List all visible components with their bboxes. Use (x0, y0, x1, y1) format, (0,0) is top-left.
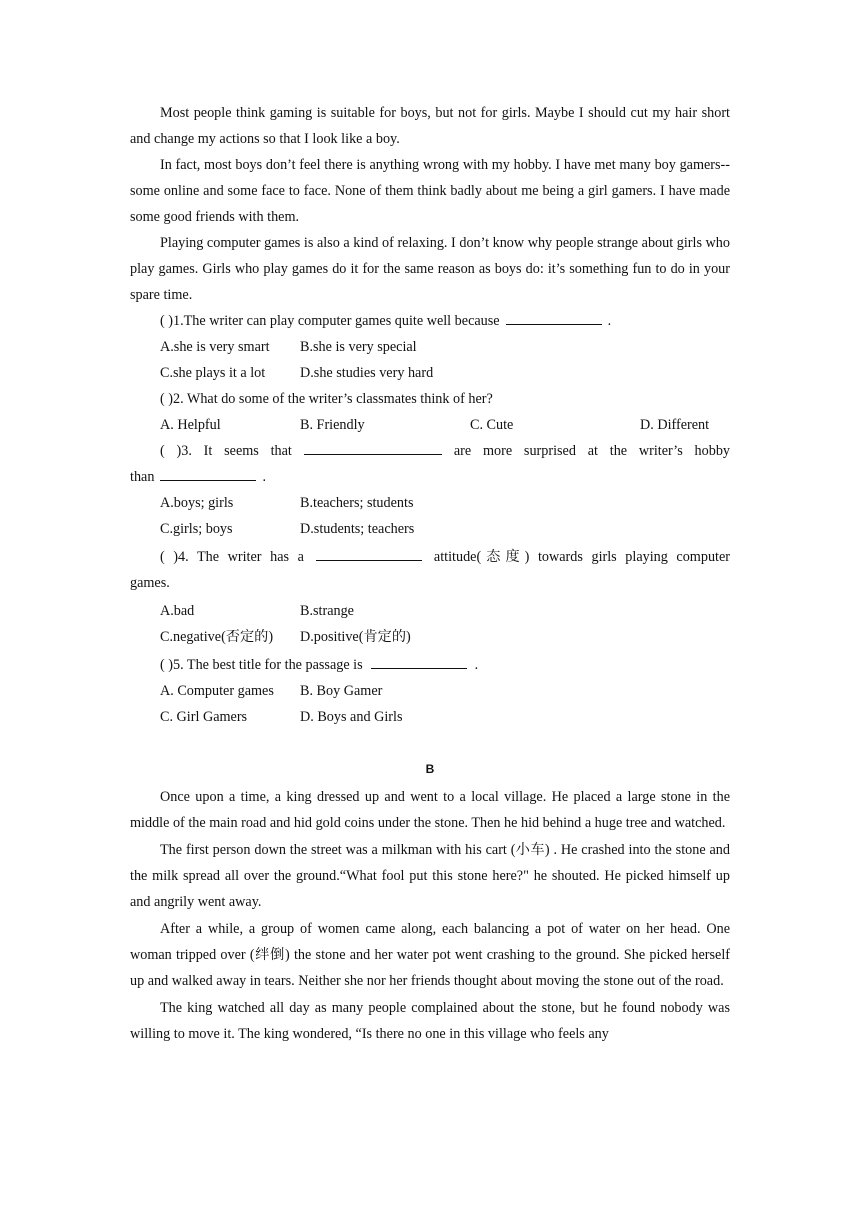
question-4 (130, 544, 730, 570)
document-page (130, 100, 730, 1047)
question-1-option-a: A.she is very smart (160, 339, 270, 355)
question-3-text-middle: are more surprised at the writer’s hobby (453, 443, 731, 459)
question-1-options-row-1 (130, 334, 730, 360)
question-3-option-c: C.girls; boys (160, 521, 233, 537)
question-1-suffix: . (607, 313, 612, 329)
question-3-options-row-2 (130, 516, 730, 542)
question-3-option-a: A.boys; girls (160, 495, 234, 511)
question-3-answer-blank-1[interactable] (304, 440, 442, 455)
question-1-option-d: D.she studies very hard (300, 365, 434, 381)
question-3-option-d: D.students; teachers (300, 521, 415, 537)
question-3-suffix: . (262, 469, 266, 485)
question-5 (130, 652, 730, 678)
question-4-answer-blank[interactable] (316, 546, 422, 561)
passage-b-paragraph-3: After a while, a group of women came along, each balancing a pot of water on her head. One woman tripped over (绊倒) the stone and her water pot went crashing to the ground. She picked herself up and walked away in tears. Neither she nor her friends thought about moving the stone out of the road. (130, 921, 730, 989)
section-b-heading: B (425, 762, 435, 776)
question-3-option-b: B.teachers; students (300, 495, 414, 511)
question-5-options-row-1 (130, 678, 730, 704)
question-4-option-a: A.bad (160, 603, 195, 619)
question-2-option-d: D. Different (640, 417, 710, 433)
passage-b-paragraph-4: The king watched all day as many people complained about the stone, but he found nobody was willing to move it. The king wondered, “Is there no one in this village who feels any (130, 1000, 730, 1042)
passage-b-paragraph-2: The first person down the street was a milkman with his cart (小车) . He crashed into the stone and the milk spread all over the ground.“What fool put this stone here?" he shouted. He picked himself up and angrily went away. (130, 842, 730, 910)
question-5-answer-blank[interactable] (371, 654, 467, 669)
question-5-option-b: B. Boy Gamer (300, 683, 383, 699)
question-1 (130, 308, 730, 334)
question-5-option-d: D. Boys and Girls (300, 709, 403, 725)
question-1-option-c: C.she plays it a lot (160, 365, 266, 381)
question-5-option-c: C. Girl Gamers (160, 709, 248, 725)
question-4-options-row-2 (130, 624, 730, 650)
question-3-options-row-1 (130, 490, 730, 516)
question-3-line-2 (130, 464, 730, 490)
question-2-option-a: A. Helpful (160, 417, 221, 433)
question-4-option-d: D.positive(肯定的) (300, 629, 411, 645)
passage-a-paragraph-3: Playing computer games is also a kind of relaxing. I don’t know why people strange about girls who play games. Girls who play games do it for the same reason as boys do: it’s something fun to do in your spare time. (130, 235, 730, 303)
question-4-options-row-1 (130, 598, 730, 624)
passage-a-paragraph-2: In fact, most boys don’t feel there is anything wrong with my hobby. I have met many boy gamers--some online and some face to face. None of them think badly about me being a girl gamers. I have made some good friends with them. (130, 157, 730, 225)
question-4-text-middle: attitude(态度) towards girls playing computer (433, 549, 730, 565)
question-3-text-line-2: than (130, 469, 155, 485)
question-2-option-c: C. Cute (470, 417, 514, 433)
question-5-options-row-2 (130, 704, 730, 730)
question-2-options-row (130, 412, 730, 438)
question-4-text-line-2: games. (130, 575, 170, 591)
question-1-text: ( )1.The writer can play computer games quite well because (160, 313, 500, 329)
passage-a-paragraph-1: Most people think gaming is suitable for boys, but not for girls. Maybe I should cut my hair short and change my actions so that I look like a boy. (130, 105, 730, 147)
question-5-option-a: A. Computer games (160, 683, 274, 699)
question-1-answer-blank[interactable] (506, 310, 602, 325)
passage-b-paragraph-1: Once upon a time, a king dressed up and went to a local village. He placed a large stone in the middle of the main road and hid gold coins under the stone. Then he hid behind a huge tree and watched. (130, 789, 730, 831)
question-2-option-b: B. Friendly (300, 417, 365, 433)
question-3 (130, 438, 730, 464)
question-4-option-b: B.strange (300, 603, 354, 619)
question-1-option-b: B.she is very special (300, 339, 417, 355)
question-2: ( )2. What do some of the writer’s classmates think of her? (160, 391, 493, 407)
question-4-text: ( )4. The writer has a (160, 549, 304, 565)
question-3-text: ( )3. It seems that (160, 443, 292, 459)
question-5-text: ( )5. The best title for the passage is (160, 657, 363, 673)
question-5-suffix: . (474, 657, 479, 673)
question-3-answer-blank-2[interactable] (160, 466, 256, 481)
question-1-options-row-2 (130, 360, 730, 386)
question-4-option-c: C.negative(否定的) (160, 629, 274, 645)
